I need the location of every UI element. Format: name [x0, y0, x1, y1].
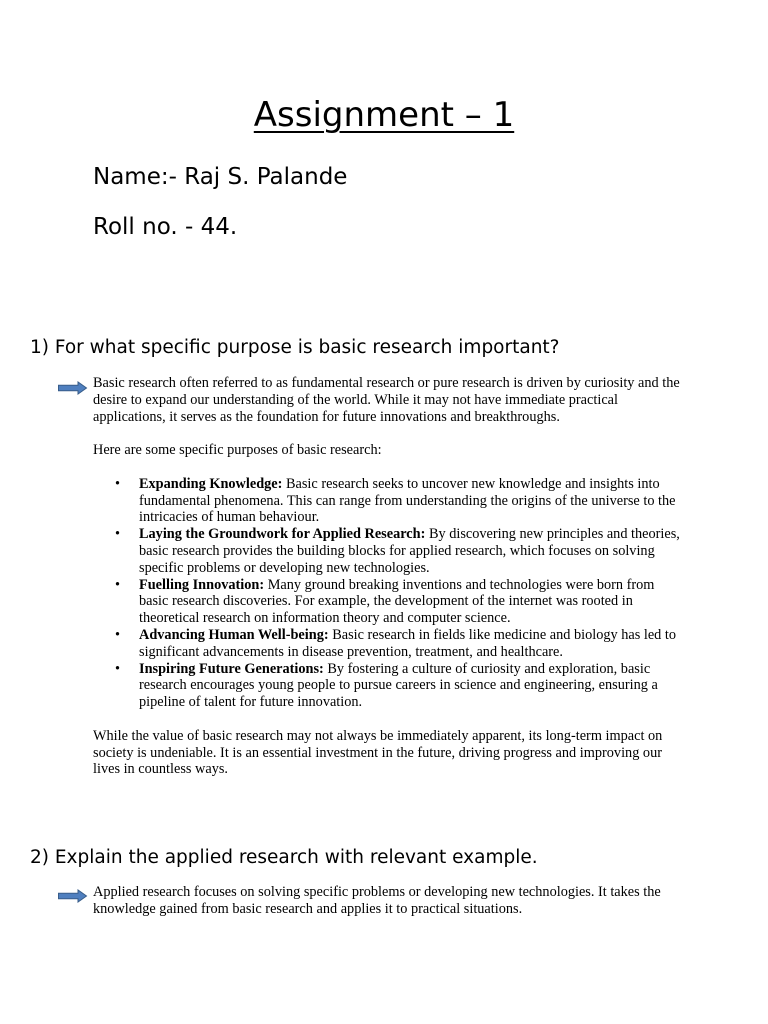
question-2: 2) Explain the applied research with relevant example.: [30, 847, 538, 868]
list-item: [93, 661, 683, 711]
document-title: Assignment – 1: [253, 95, 515, 135]
list-item-text: Many ground breaking inventions and technologies were born from basic research discoveries. For example, the development of the internet was rooted in theoretical research on information theory and computer science.: [139, 576, 655, 627]
list-item: [93, 627, 683, 661]
roll-number: Roll no. - 44.: [93, 214, 238, 240]
student-name: Name:- Raj S. Palande: [93, 164, 348, 190]
question-1: 1) For what specific purpose is basic research important?: [30, 337, 560, 358]
list-item-text: By discovering new principles and theories, basic research provides the building blocks for applied research, which focuses on solving specific problems or developing new technologies.: [139, 526, 680, 576]
answer-1-lead: Here are some specific purposes of basic research:: [93, 442, 382, 459]
answer-2: [93, 884, 683, 918]
list-item-term: Expanding Knowledge:: [139, 475, 283, 492]
list-item-term: Inspiring Future Generations:: [139, 660, 324, 677]
list-item: [93, 526, 683, 576]
list-item: [93, 476, 683, 526]
answer-1-conclusion: While the value of basic research may not always be immediately apparent, its long-term impact on society is undeniable. It is an essential investment in the future, driving progress and improving our lives in countless ways.: [93, 727, 663, 778]
answer-2-intro: Applied research focuses on solving specific problems or developing new technologies. It takes the knowledge gained from basic research and applies it to practical situations.: [93, 884, 661, 917]
answer-1: [93, 375, 683, 778]
answer-1-intro: Basic research often referred to as fundamental research or pure research is driven by curiosity and the desire to expand our understanding of the world. While it may not have immediate practical applications, it serves as the foundation for future innovations and breakthroughs.: [93, 375, 680, 425]
list-item-term: Advancing Human Well-being:: [139, 626, 329, 643]
list-item-text: Basic research in fields like medicine and biology has led to significant advancements in disease prevention, treatment, and healthcare.: [139, 626, 677, 660]
bullet-icon: •: [115, 626, 121, 643]
list-item-text: By fostering a culture of curiosity and exploration, basic research encourages young people to pursue careers in science and engineering, ensuring a pipeline of talent for future innovation.: [139, 660, 658, 711]
list-item-term: Fuelling Innovation:: [139, 576, 265, 593]
bullet-icon: •: [115, 660, 121, 677]
list-item-term: Laying the Groundwork for Applied Research:: [139, 526, 426, 543]
purposes-list: [93, 476, 683, 711]
right-arrow-icon: [57, 889, 88, 903]
list-item-text: Basic research seeks to uncover new knowledge and insights into fundamental phenomena. This can range from understanding the origins of the universe to the intricacies of human behaviour.: [139, 475, 676, 526]
bullet-icon: •: [115, 576, 121, 593]
bullet-icon: •: [115, 475, 121, 492]
right-arrow-icon: [57, 381, 88, 395]
bullet-icon: •: [115, 526, 121, 543]
list-item: [93, 577, 683, 627]
